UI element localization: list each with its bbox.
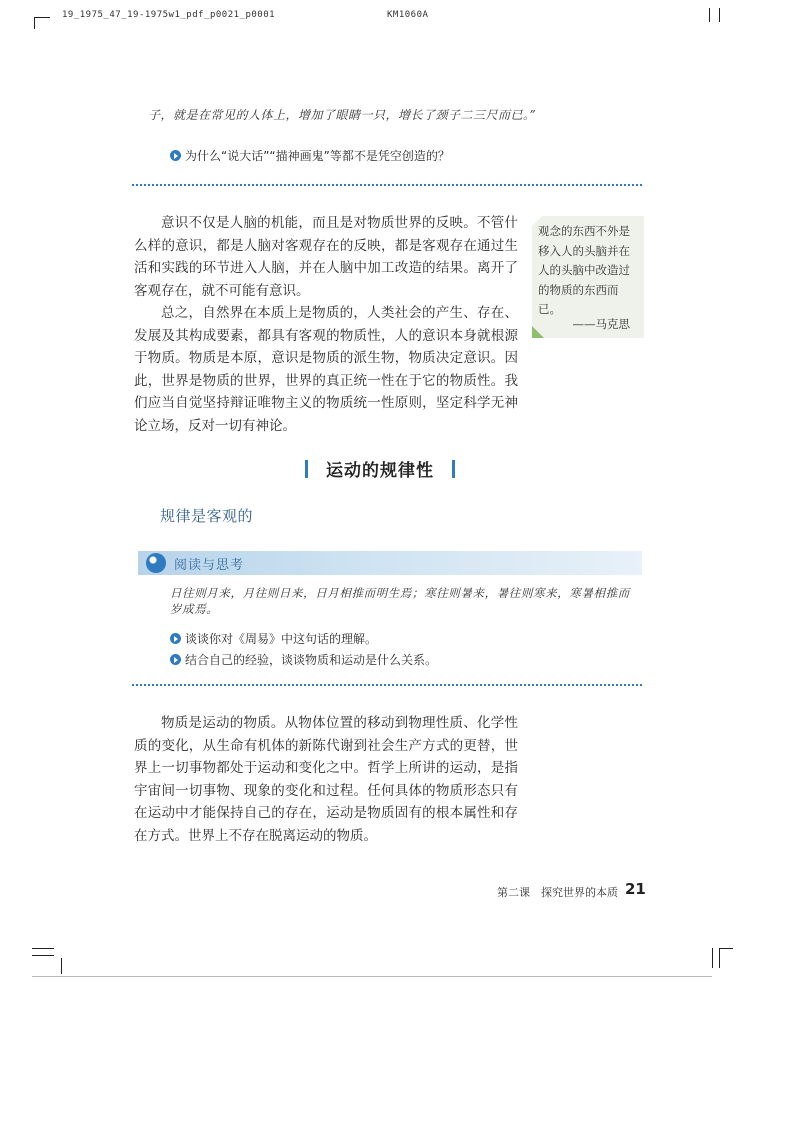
heading-bar <box>452 460 455 478</box>
crop-mark <box>32 976 712 977</box>
reading-question-text: 结合自己的经验，谈谈物质和运动是什么关系。 <box>185 653 438 667</box>
crop-mark <box>719 8 720 22</box>
play-bullet-icon <box>170 150 181 161</box>
crop-mark <box>32 948 54 949</box>
sidenote-corner <box>532 326 544 338</box>
marx-quote-sidenote <box>532 216 644 338</box>
consciousness-section <box>134 212 518 437</box>
think-question-text: 为什么“说大话”“描神画鬼”等都不是凭空创造的？ <box>185 149 450 163</box>
heading-bar <box>305 460 308 478</box>
reading-think-icon <box>146 553 166 573</box>
crop-mark <box>34 17 35 29</box>
sidenote-text: 观念的东西不外是移入人的头脑并在人的头脑中改造过的物质的东西而已。 <box>538 224 630 316</box>
reading-question <box>170 630 377 647</box>
reading-question-text: 谈谈你对《周易》中这句话的理解。 <box>185 632 378 646</box>
crop-mark <box>34 17 50 18</box>
reading-question <box>170 651 437 668</box>
scan-file-code: 19_1975_47_19-1975w1_pdf_p0021_p0001 <box>62 10 276 20</box>
footer-course-title: 第二课 探究世界的本质 <box>497 886 618 899</box>
dotted-divider <box>132 684 642 686</box>
dotted-divider <box>132 184 642 186</box>
think-question <box>170 147 450 164</box>
section-heading <box>305 456 455 481</box>
subheading: 规律是客观的 <box>160 507 254 525</box>
reading-box-label: 阅读与思考 <box>174 558 245 573</box>
motion-section <box>134 712 518 847</box>
sidenote-author: ——马克思 <box>572 317 630 331</box>
page-number: 21 <box>625 880 646 898</box>
classic-quote: 日往则月来，月往则日来，日月相推而明生焉；寒往则暑来，暑往则寒来，寒暑相推而岁成焉。 <box>170 586 630 616</box>
crop-mark <box>719 948 733 949</box>
crop-mark <box>32 955 54 956</box>
crop-mark <box>709 8 710 22</box>
reading-box-header <box>138 551 642 575</box>
play-bullet-icon <box>170 633 181 644</box>
crop-mark <box>61 958 62 974</box>
quote-tail: 子，就是在常见的人体上，增加了眼睛一只，增长了颈子二三尺而已。” <box>148 108 537 122</box>
crop-mark <box>719 948 720 968</box>
play-bullet-icon <box>170 654 181 665</box>
paragraph: 总之，自然界在本质上是物质的，人类社会的产生、存在、发展及其构成要素，都具有客观的物质性，人的意识本身就根源于物质。物质是本原，意识是物质的派生物，物质决定意识。因此，世界是物质的世界，世界的真正统一性在于它的物质性。我们应当自觉坚持辩证唯物主义的物质统一性原则，坚定科学无神论立场，反对一切有神论。 <box>134 305 518 434</box>
paragraph: 物质是运动的物质。从物体位置的移动到物理性质、化学性质的变化，从生命有机体的新陈代谢到社会生产方式的更替，世界上一切事物都处于运动和变化之中。哲学上所讲的运动，是指宇宙间一切事物、现象的变化和过程。任何具体的物质形态只有在运动中才能保持自己的存在，运动是物质固有的根本属性和存在方式。世界上不存在脱离运动的物质。 <box>134 715 518 844</box>
section-title: 运动的规律性 <box>326 461 434 481</box>
crop-mark <box>712 948 713 968</box>
paragraph: 意识不仅是人脑的机能，而且是对物质世界的反映。不管什么样的意识，都是人脑对客观存在的反映，都是客观存在通过生活和实践的环节进入人脑，并在人脑中加工改造的结果。离开了客观存在，就不可能有意识。 <box>134 215 518 299</box>
scan-stamp: KM1060A <box>387 10 429 20</box>
